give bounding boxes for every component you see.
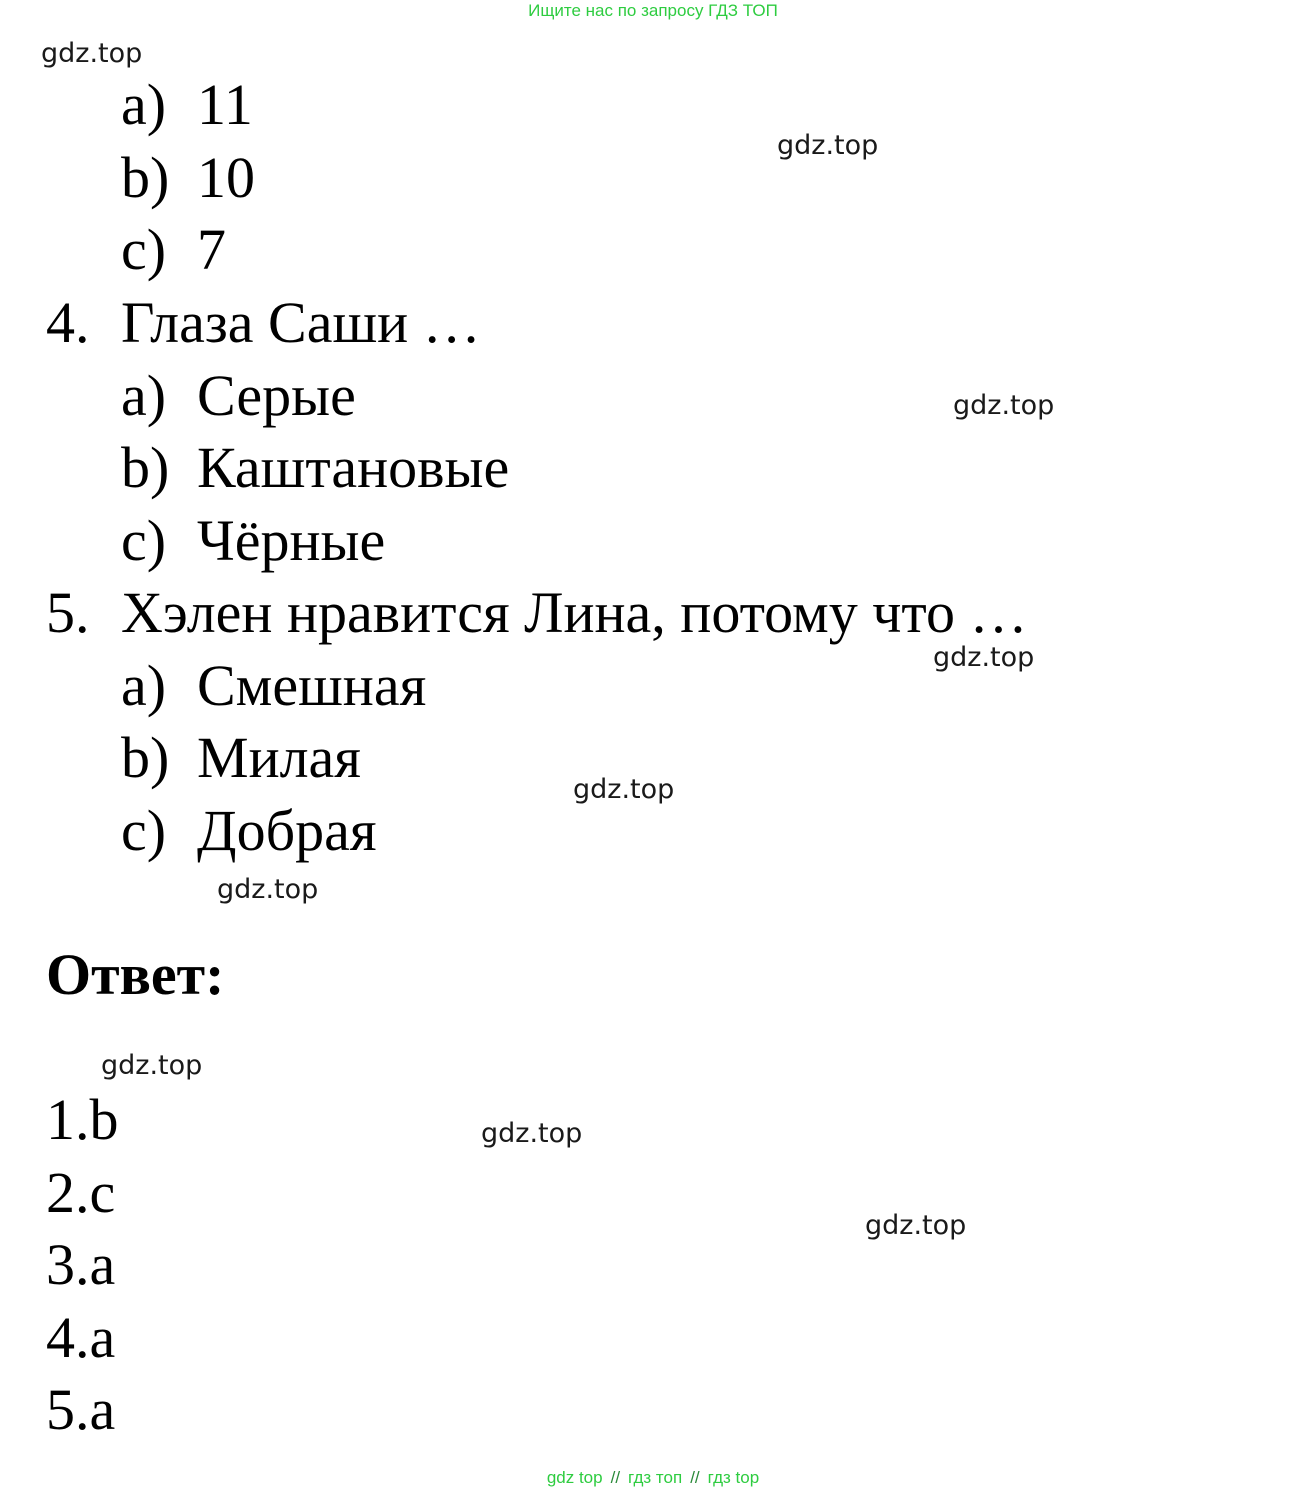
option-text: 7 bbox=[197, 217, 226, 282]
bottom-link[interactable]: гдз топ bbox=[628, 1468, 683, 1487]
watermark: gdz.top bbox=[777, 130, 879, 161]
question-text: Глаза Саши … bbox=[121, 290, 481, 355]
bottom-link[interactable]: гдз top bbox=[707, 1468, 760, 1487]
question-number: 4. bbox=[46, 290, 90, 355]
option-text: Милая bbox=[197, 725, 361, 790]
watermark: gdz.top bbox=[481, 1118, 583, 1149]
question-4 bbox=[46, 290, 481, 356]
watermark: gdz.top bbox=[101, 1050, 203, 1081]
separator: // bbox=[690, 1468, 700, 1487]
q5-option-a bbox=[121, 653, 426, 719]
watermark: gdz.top bbox=[865, 1210, 967, 1241]
answer-line: 5.a bbox=[46, 1377, 116, 1442]
question-text: Хэлен нравится Лина, потому что … bbox=[121, 580, 1028, 645]
option-text: Чёрные bbox=[197, 508, 386, 573]
question-5 bbox=[46, 580, 1028, 646]
option-letter: b) bbox=[121, 725, 170, 790]
option-text: Серые bbox=[197, 363, 356, 428]
answer-heading: Ответ: bbox=[46, 942, 225, 1007]
q3-option-a bbox=[121, 72, 253, 138]
watermark: gdz.top bbox=[573, 774, 675, 805]
q4-option-b bbox=[121, 435, 509, 501]
q4-option-c bbox=[121, 508, 385, 574]
q4-option-a bbox=[121, 363, 356, 429]
watermark: gdz.top bbox=[953, 390, 1055, 421]
watermark: gdz.top bbox=[41, 38, 143, 69]
option-letter: a) bbox=[121, 653, 167, 718]
option-text: 10 bbox=[197, 145, 255, 210]
answer-line: 4.a bbox=[46, 1305, 116, 1370]
bottom-link[interactable]: gdz top bbox=[546, 1468, 603, 1487]
answer-line: 1.b bbox=[46, 1087, 119, 1152]
watermark: gdz.top bbox=[933, 642, 1035, 673]
q5-option-c bbox=[121, 798, 377, 864]
answer-line: 2.c bbox=[46, 1160, 116, 1225]
option-letter: c) bbox=[121, 217, 167, 282]
option-letter: a) bbox=[121, 72, 167, 137]
question-number: 5. bbox=[46, 580, 90, 645]
bottom-banner bbox=[0, 1466, 1306, 1490]
option-letter: a) bbox=[121, 363, 167, 428]
option-letter: c) bbox=[121, 798, 167, 863]
top-banner: Ищите нас по запросу ГДЗ ТОП bbox=[528, 1, 778, 20]
option-text: 11 bbox=[197, 72, 253, 137]
option-text: Смешная bbox=[197, 653, 427, 718]
option-letter: c) bbox=[121, 508, 167, 573]
answer-line: 3.a bbox=[46, 1232, 116, 1297]
option-letter: b) bbox=[121, 145, 170, 210]
option-text: Добрая bbox=[197, 798, 377, 863]
q3-option-c bbox=[121, 217, 226, 283]
watermark: gdz.top bbox=[217, 874, 319, 905]
separator: // bbox=[610, 1468, 621, 1487]
q5-option-b bbox=[121, 725, 361, 791]
option-text: Каштановые bbox=[197, 435, 510, 500]
q3-option-b bbox=[121, 145, 255, 211]
option-letter: b) bbox=[121, 435, 170, 500]
